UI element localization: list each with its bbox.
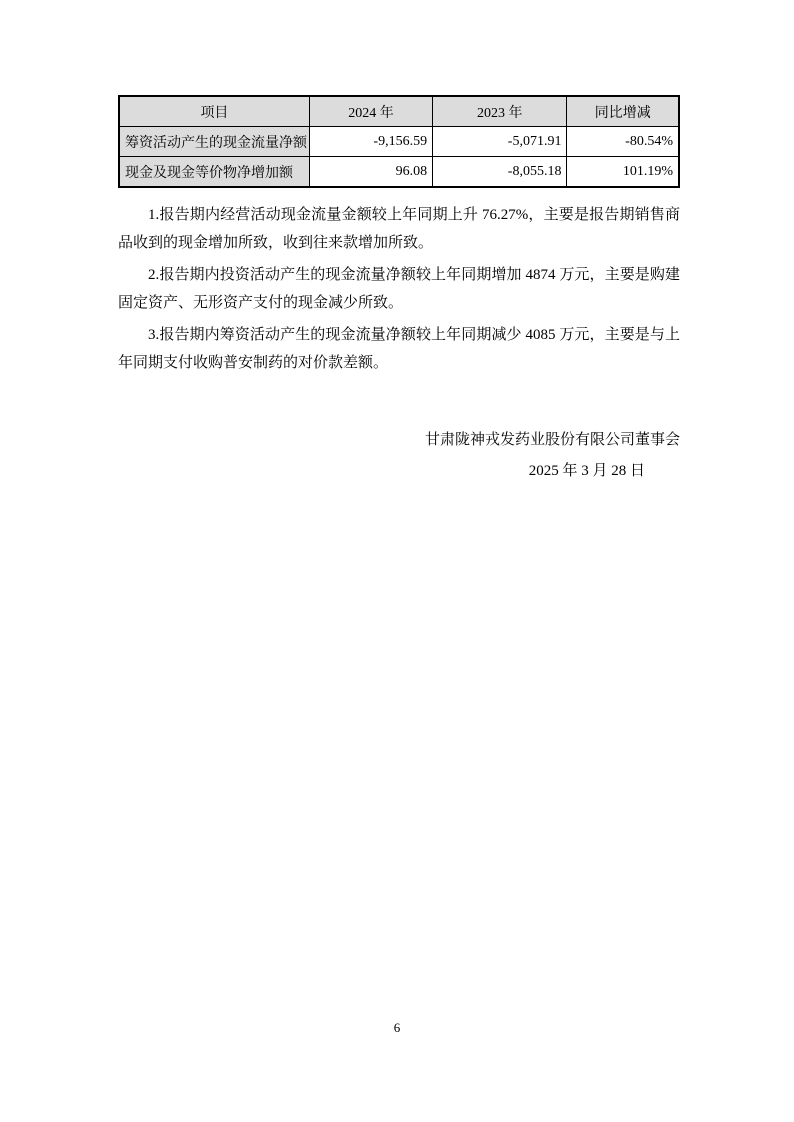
document-content [118, 95, 680, 487]
signature-block [118, 425, 680, 487]
row-item-label: 现金及现金等价物净增加额 [119, 157, 309, 188]
table-row [119, 127, 679, 157]
table-header-2023: 2023 年 [433, 96, 567, 127]
note-paragraph-2: 2.报告期内投资活动产生的现金流量净额较上年同期增加 4874 万元，主要是购建固定资产、无形资产支付的现金减少所致。 [118, 267, 680, 311]
table-row [119, 157, 679, 188]
row-value-yoy: 101.19% [567, 157, 679, 188]
row-value-2024: 96.08 [309, 157, 432, 188]
signature-date: 2025 年 3 月 28 日 [528, 463, 645, 479]
table-header-row [119, 96, 679, 127]
table-header-item: 项目 [119, 96, 309, 127]
row-value-2023: -5,071.91 [433, 127, 567, 157]
note-paragraph-1: 1.报告期内经营活动现金流量金额较上年同期上升 76.27%，主要是报告期销售商品收到的现金增加所致，收到往来款增加所致。 [118, 207, 680, 251]
table-header-yoy: 同比增减 [567, 96, 679, 127]
row-item-label: 筹资活动产生的现金流量净额 [119, 127, 309, 157]
row-value-2023: -8,055.18 [433, 157, 567, 188]
cashflow-comparison-table [118, 95, 680, 188]
table-header-2024: 2024 年 [309, 96, 432, 127]
page-number: 6 [393, 1020, 401, 1035]
signature-company: 甘肃陇神戎发药业股份有限公司董事会 [424, 432, 680, 448]
row-value-2024: -9,156.59 [309, 127, 432, 157]
note-paragraph-3: 3.报告期内筹资活动产生的现金流量净额较上年同期减少 4085 万元，主要是与上年同期支付收购普安制药的对价款差额。 [118, 327, 680, 371]
row-value-yoy: -80.54% [567, 127, 679, 157]
